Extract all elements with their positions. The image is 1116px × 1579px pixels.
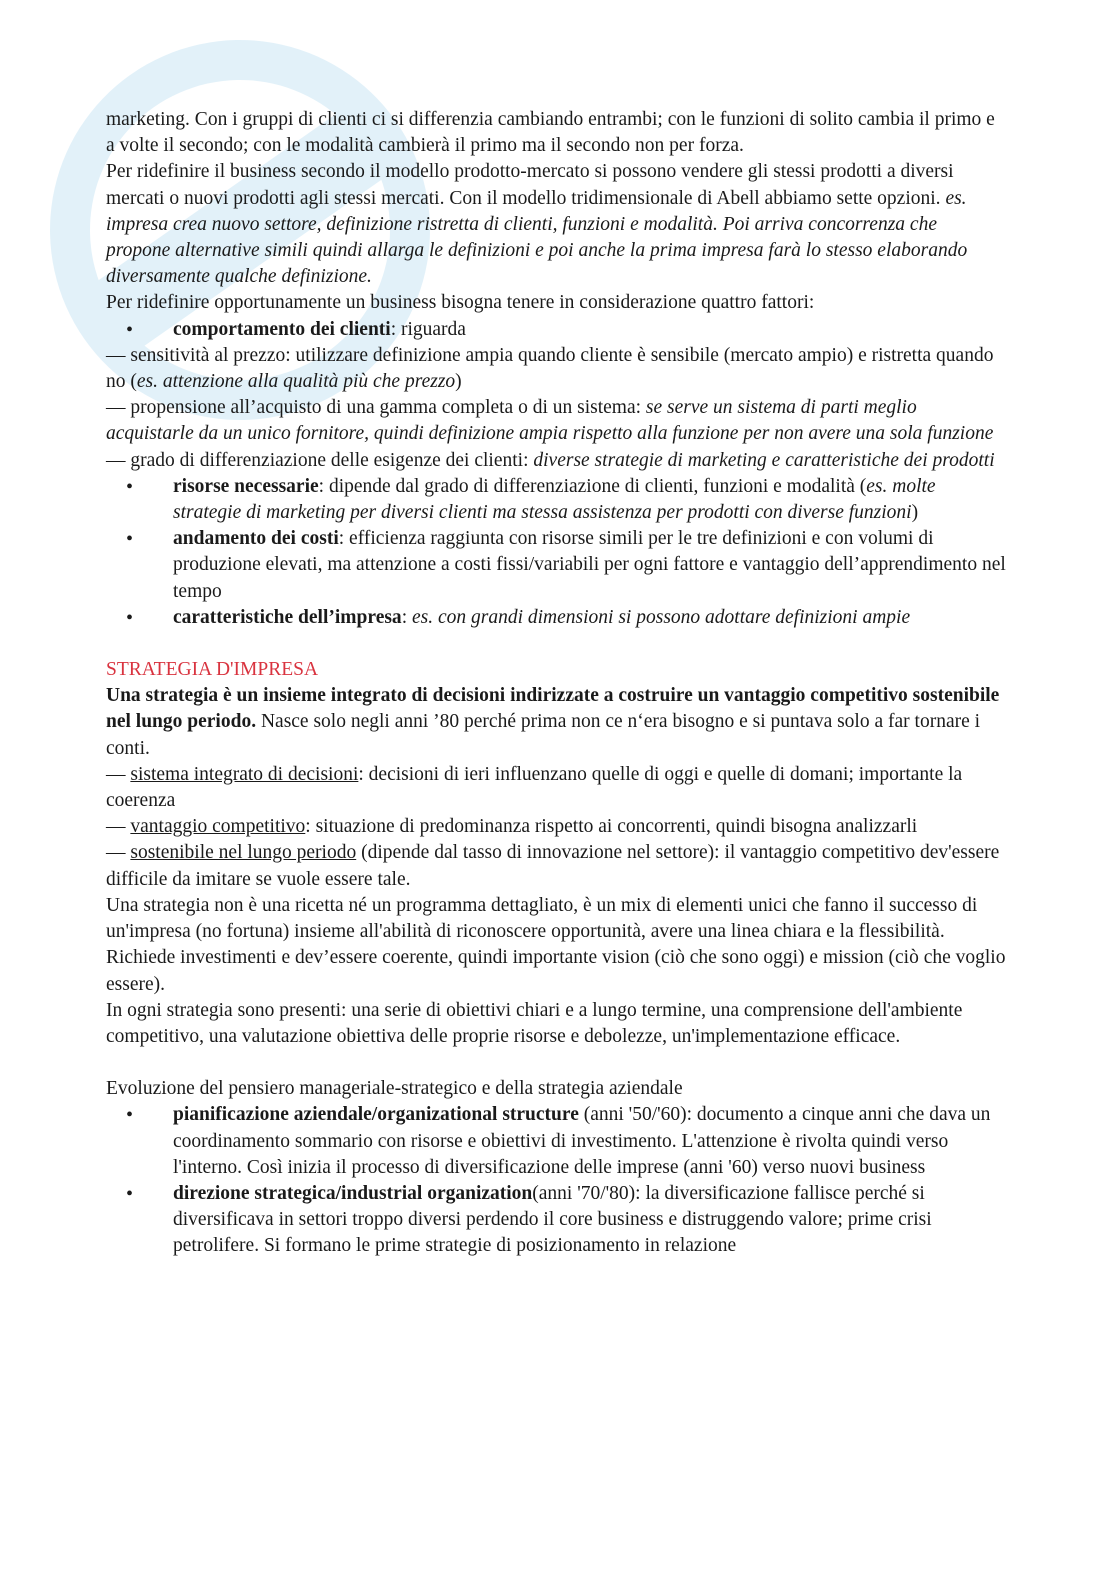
paragraph-ridefinire-business: Per ridefinire il business secondo il modello prodotto-mercato si possono vendere gli stessi prodotti a diversi mercati o nuovi prodotti agli stessi mercati. Con il modello tridimensionale di Abell abbiamo sette opzioni. es. impresa crea nuovo settore, definizione ristretta di clienti, funzioni e modalità. Poi arriva concorrenza che propone alternative simili quindi allarga le definizioni e poi anche la prima impresa farà lo stesso elaborando diversamente qualche definizione. <box>106 161 968 288</box>
paragraph-obiettivi: In ogni strategia sono presenti: una serie di obiettivi chiari e a lungo termine, una comprensione dell'ambiente competitivo, una valutazione obiettiva delle proprie risorse e debolezze, un'implementazione efficace. <box>106 999 963 1047</box>
paragraph-ricetta: Una strategia non è una ricetta né un programma dettagliato, è un mix di elementi unici che fanno il successo di un'impresa (no fortuna) insieme all'abilità di riconoscere opportunità, avere una linea chiara e la flessibilità. Richiede investimenti e dev’essere coerente, quindi importante vision (ciò che sono oggi) e mission (ciò che voglio essere). <box>106 894 1006 995</box>
paragraph-definizione-strategia: Una strategia è un insieme integrato di decisioni indirizzate a costruire un vantaggio competitivo sostenibile nel lungo periodo. Nasce solo negli anni ’80 perché prima non ce n‘era bisogno e si puntava solo a far tornare i conti. <box>106 685 1000 759</box>
list-item: • comportamento dei clienti: riguarda <box>106 317 1006 343</box>
paragraph-quattro-fattori: Per ridefinire opportunamente un business bisogna tenere in considerazione quattro fattori: <box>106 292 815 314</box>
spacer <box>106 1050 1006 1076</box>
evolution-list <box>106 1102 1006 1259</box>
list-item: • caratteristiche dell’impresa: es. con grandi dimensioni si possono adottare definizioni ampie <box>106 605 1006 631</box>
section-heading: STRATEGIA D'IMPRESA <box>106 659 319 681</box>
paragraph-marketing: marketing. Con i gruppi di clienti ci si differenzia cambiando entrambi; con le funzioni di solito cambia il primo e a volte il secondo; con le modalità cambierà il primo ma il secondo non per forza. <box>106 109 995 157</box>
list-item: • andamento dei costi: efficienza raggiunta con risorse simili per le tre definizioni e con volumi di produzione elevati, ma attenzione a costi fissi/variabili per ogni fattore e vantaggio dell’apprendimento nel tempo <box>106 526 1006 605</box>
list-item: • risorse necessarie: dipende dal grado di differenziazione di clienti, funzioni e modalità (es. molte strategie di marketing per diversi clienti ma stessa assistenza per prodotti con diverse funzioni) <box>106 474 1006 526</box>
list-item: • direzione strategica/industrial organization(anni '70/'80): la diversificazione fallisce perché si diversificava in settori troppo diversi perdendo il core business e distruggendo valore; prime crisi petrolifere. Si formano le prime strategie di posizionamento in relazione <box>106 1181 1006 1260</box>
list-item: • pianificazione aziendale/organizational structure (anni '50/'60): documento a cinque anni che dava un coordinamento sommario con risorse e obiettivi di investimento. L'attenzione è rivolta quindi verso l'interno. Così inizia il processo di diversificazione delle imprese (anni '60) verso nuovi business <box>106 1102 1006 1181</box>
dash-item-sensitivita: — sensitività al prezzo: utilizzare definizione ampia quando cliente è sensibile (mercato ampio) e ristretta quando no (es. attenzione alla qualità più che prezzo) <box>106 344 994 393</box>
document-page <box>106 107 1006 1260</box>
dash-item-sistema-integrato: — sistema integrato di decisioni: decisioni di ieri influenzano quelle di oggi e quelle di domani; importante la coerenza <box>106 763 963 812</box>
factors-list-1 <box>106 317 1006 343</box>
factors-list-2 <box>106 474 1006 631</box>
dash-item-propensione: — propensione all’acquisto di una gamma completa o di un sistema: se serve un sistema di parti meglio acquistarle da un unico fornitore, quindi definizione ampia rispetto alla funzione per non avere una sola funzione <box>106 397 994 445</box>
dash-item-sostenibile: — sostenibile nel lungo periodo (dipende dal tasso di innovazione nel settore): il vantaggio competitivo dev'essere difficile da imitare se vuole essere tale. <box>106 842 1000 890</box>
paragraph-evoluzione: Evoluzione del pensiero manageriale-strategico e della strategia aziendale <box>106 1078 683 1100</box>
dash-item-vantaggio: — vantaggio competitivo: situazione di predominanza rispetto ai concorrenti, quindi bisogna analizzarli <box>106 816 918 838</box>
dash-item-differenziazione: — grado di differenziazione delle esigenze dei clienti: diverse strategie di marketing e caratteristiche dei prodotti <box>106 449 995 471</box>
